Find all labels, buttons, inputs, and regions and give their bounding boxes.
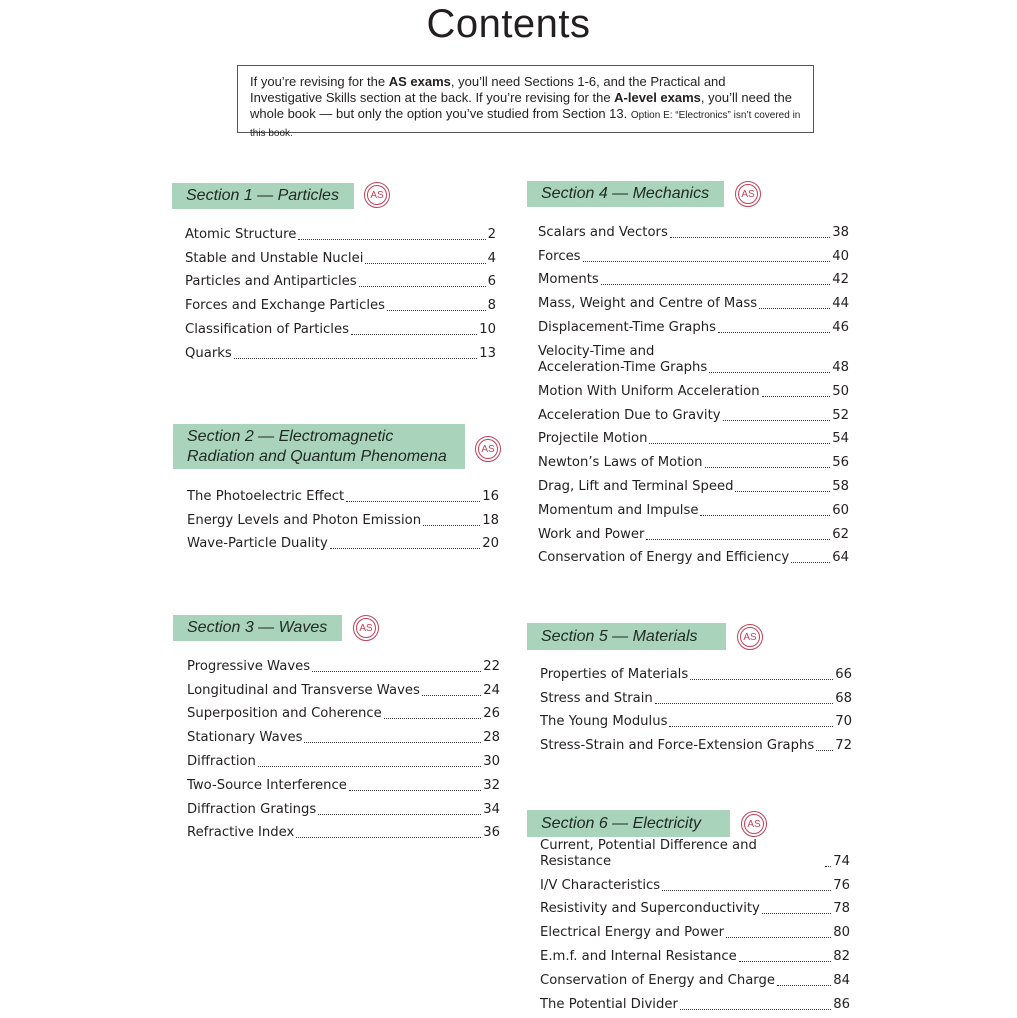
toc-entry[interactable]: Atomic Structure 2: [185, 226, 496, 242]
toc-entry[interactable]: Displacement-Time Graphs 46: [538, 319, 849, 335]
section-entries: [540, 837, 850, 1018]
intro-text-3: , you’ll need the whole book — but only the option you’ve studied from Section 13.: [250, 90, 792, 121]
toc-entry[interactable]: Diffraction 30: [187, 753, 500, 769]
section-entries: [540, 664, 852, 759]
section-entries: [187, 656, 500, 846]
toc-entry[interactable]: Moments 42: [538, 272, 849, 288]
section-entries: [187, 486, 499, 557]
section-entries: [538, 222, 849, 571]
toc-entry[interactable]: Energy Levels and Photon Emission 18: [187, 512, 499, 528]
toc-entry[interactable]: Acceleration Due to Gravity 52: [538, 407, 849, 423]
as-badge-icon: AS: [737, 624, 763, 650]
intro-small-note: Option E: “Electronics” isn’t covered in this book.: [250, 110, 801, 139]
as-badge-icon: AS: [364, 182, 390, 208]
toc-entry[interactable]: Projectile Motion 54: [538, 431, 849, 447]
toc-entry[interactable]: Electrical Energy and Power 80: [540, 925, 850, 941]
toc-entry[interactable]: The Potential Divider 86: [540, 996, 850, 1012]
toc-entry[interactable]: Drag, Lift and Terminal Speed 58: [538, 478, 849, 494]
intro-text-1: If you’re revising for the: [250, 74, 389, 89]
toc-entry[interactable]: Newton’s Laws of Motion 56: [538, 455, 849, 471]
toc-entry[interactable]: Stress and Strain 68: [540, 690, 852, 706]
toc-entry[interactable]: Diffraction Gratings 34: [187, 801, 500, 817]
toc-entry[interactable]: Progressive Waves 22: [187, 658, 500, 674]
toc-entry[interactable]: Longitudinal and Transverse Waves 24: [187, 682, 500, 698]
intro-bold-as: AS exams: [388, 74, 451, 89]
toc-entry[interactable]: I/V Characteristics 76: [540, 877, 850, 893]
section-heading: Section 2 — Electromagnetic Radiation and Quantum Phenomena: [173, 424, 465, 469]
toc-entry[interactable]: Particles and Antiparticles 6: [185, 274, 496, 290]
section-heading: Section 6 — Electricity: [527, 810, 730, 837]
toc-entry[interactable]: The Young Modulus 70: [540, 714, 852, 730]
toc-entry[interactable]: Properties of Materials 66: [540, 666, 852, 682]
section-entries: [185, 224, 496, 367]
toc-entry[interactable]: Refractive Index 36: [187, 825, 500, 841]
toc-entry[interactable]: Work and Power 62: [538, 526, 849, 542]
intro-bold-alevel: A-level exams: [614, 90, 701, 105]
toc-entry[interactable]: Stress-Strain and Force-Extension Graphs 72: [540, 738, 852, 754]
section-heading: Section 4 — Mechanics: [527, 181, 724, 207]
toc-entry[interactable]: E.m.f. and Internal Resistance 82: [540, 948, 850, 964]
toc-entry[interactable]: Velocity-Time and Acceleration-Time Graphs 48: [538, 343, 849, 375]
as-badge-icon: AS: [735, 181, 761, 207]
intro-note: [237, 65, 814, 139]
toc-entry[interactable]: Superposition and Coherence 26: [187, 706, 500, 722]
page-title: Contents: [426, 2, 591, 46]
as-badge-icon: AS: [741, 811, 767, 837]
toc-entry[interactable]: Momentum and Impulse 60: [538, 502, 849, 518]
toc-entry[interactable]: The Photoelectric Effect 16: [187, 488, 499, 504]
toc-entry[interactable]: Mass, Weight and Centre of Mass 44: [538, 296, 849, 312]
toc-entry[interactable]: Current, Potential Difference and Resistance 74: [540, 837, 850, 869]
section-heading: Section 3 — Waves: [173, 615, 342, 641]
toc-entry[interactable]: Classification of Particles 10: [185, 321, 496, 337]
toc-entry[interactable]: Quarks 13: [185, 345, 496, 361]
as-badge-icon: AS: [353, 615, 379, 641]
toc-entry[interactable]: Conservation of Energy and Charge 84: [540, 972, 850, 988]
toc-entry[interactable]: Stationary Waves 28: [187, 730, 500, 746]
toc-entry[interactable]: Stable and Unstable Nuclei 4: [185, 250, 496, 266]
as-badge-icon: AS: [475, 436, 501, 462]
toc-entry[interactable]: Scalars and Vectors 38: [538, 224, 849, 240]
toc-entry[interactable]: Motion With Uniform Acceleration 50: [538, 383, 849, 399]
section-heading: Section 1 — Particles: [172, 183, 354, 209]
toc-entry[interactable]: Two-Source Interference 32: [187, 777, 500, 793]
intro-text-2: , you’ll need Sections 1-6, and the Practical and Investigative Skills section at the back. If you’re revising for the: [250, 74, 726, 105]
section-heading: Section 5 — Materials: [527, 623, 726, 650]
toc-entry[interactable]: Conservation of Energy and Efficiency 64: [538, 550, 849, 566]
toc-entry[interactable]: Resistivity and Superconductivity 78: [540, 901, 850, 917]
toc-entry[interactable]: Forces 40: [538, 248, 849, 264]
toc-entry[interactable]: Forces and Exchange Particles 8: [185, 298, 496, 314]
toc-entry[interactable]: Wave-Particle Duality 20: [187, 536, 499, 552]
